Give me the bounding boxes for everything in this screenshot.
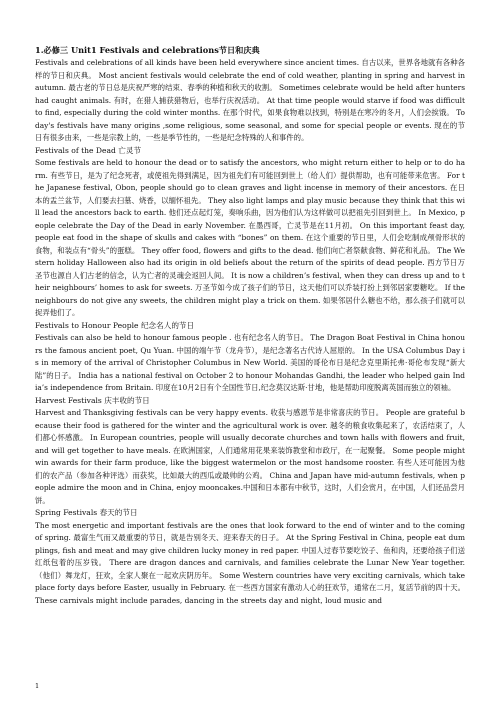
- paragraph-harvest-festivals: Harvest and Thanksgiving festivals can be very happy events. 收获与感恩节是非常喜庆的节日。 People are grateful because their food is gathered for the winter and the agricultural work is over. 越冬的粮食收集起来了，农活结束了，人们都心怀感激。 In European countries, people will usually decorate churches and town halls with flowers and fruit, and will get together to have meals. 在欧洲国家，人们通常用花果来装饰教堂和市政厅，在一起聚餐。 Some people might win awards for their farm produce, like the biggest watermelon or the most handsome rooster. 有些人还可能因为他们的农产品（参加各种评选）而获奖，比如最大的西瓜或最帅的公鸡。 China and Japan have mid-autumn festivals, when people admire the moon and in China, enjoy mooncakes.中国和日本都有中秋节，这时，人们会赏月，在中国，人们还品尝月饼。: [35, 408, 465, 505]
- paragraph-spring-festivals: The most energetic and important festivals are the ones that look forward to the end of winter and to the coming of spring. 最富生气而又最重要的节日，就是告别冬天、迎来春天的日子。 At the Spring Festival in China, people eat dumplings, fish and meat and may give children lucky money in red paper. 中国人过春节要吃饺子、鱼和肉，还要给孩子们送红纸包着的压岁钱。 There are dragon dances and carnivals, and families celebrate the Lunar New Year together. （他们）舞龙灯，狂欢，全家人聚在一起欢庆阴历年。 Some Western countries have very exciting carnivals, which take place forty days before Easter, usually in February. 在一些西方国家有激动人心的狂欢节，通常在二月，复活节前的四十天。 These carnivals might include parades, dancing in the streets day and night, loud music and: [35, 520, 465, 605]
- section-heading-festivals-to-honour-people: Festivals to Honour People 纪念名人的节日: [35, 320, 195, 330]
- section-heading-harvest-festivals: Harvest Festivals 庆丰收的节日: [35, 395, 150, 405]
- document-title: 1.必修三 Unit1 Festivals and celebrations节日和庆典: [35, 45, 260, 55]
- paragraph-intro: Festivals and celebrations of all kinds have been held everywhere since ancient times. 自古以来，世界各地就有各种各样的节日和庆典。 Most ancient festivals would celebrate the end of cold weather, planting in spring and harvest in autumn. 最古老的节日总是庆祝严寒的结束、春季的种植和秋天的收割。 Sometimes celebrate would be held after hunters had caught animals. 有时，在猎人捕获猎物后，也举行庆祝活动。 At that time people would starve if food was difficult to find, especially during the cold winter months. 在那个时代，如果食物难以找到，特别是在寒冷的冬月，人们会挨饿。 Today's festivals have many origins ,some religious, some seasonal, and some for special people or events. 现在的节日有很多由来，一些是宗教上的，一些是季节性的，一些是纪念特殊的人和事件的。: [35, 58, 465, 142]
- section-heading-spring-festivals: Spring Festivals 春天的节日: [35, 508, 138, 517]
- section-heading-festivals-of-the-dead: Festivals of the Dead 亡灵节: [35, 145, 142, 155]
- paragraph-festivals-of-the-dead: Some festivals are held to honour the dead or to satisfy the ancestors, who might return either to help or to do harm. 有些节日，是为了纪念死者，或使祖先得到满足，因为祖先们有可能回到世上（给人们）提供帮助，也有可能带来危害。 For the Japanese festival, Obon, people should go to clean graves and light incense in memory of their ancestors. 在日本的盂兰盆节，人们要去扫墓、烧香，以缅怀祖先。 They also light lamps and play music because they think that this will lead the ancestors back to earth. 他们还点起灯笼，奏响乐曲，因为他们认为这样做可以把祖先引回到世上。 In Mexico, people celebrate the Day of the Dead in early November. 在墨西哥，亡灵节是在11月初。 On this important feast day, people eat food in the shape of skulls and cakes with “bones” on them. 在这个重要的节日里，人们会吃制成颅骨形状的食物，和装点有“骨头”的蛋糕。 They offer food, flowers and gifts to the dead. 他们向亡者祭献食物、鲜花和礼品。 The Western holiday Halloween also had its origin in old beliefs about the return of the spirits of dead people. 西方节日万圣节也源自人们古老的信念，认为亡者的灵魂会返回人间。 It is now a children’s festival, when they can dress up and to their neighbours’ homes to ask for sweets. 万圣节如今成了孩子们的节日，这天他们可以乔装打扮上到邻居家要糖吃。 If the neighbours do not give any sweets, the children might play a trick on them. 如果邻居什么糖也不给，那么孩子们就可以捉弄他们了。: [35, 158, 465, 317]
- page-number: 1: [35, 682, 40, 690]
- paragraph-festivals-to-honour-people: Festivals can also be held to honour famous people . 也有纪念名人的节日。 The Dragon Boat Festival in China honours the famous ancient poet, Qu Yuan. 中国的端午节（龙舟节），是纪念著名古代诗人屈原的。 In the USA Columbus Day is in memory of the arrival of Christopher Columbus in New World. 美国的哥伦布日是纪念克里斯托弗·哥伦布发现“新大陆”的日子。 India has a national festival on October 2 to honour Mohandas Gandhi, the leader who helped gain India’s independence from Britain. 印度在10月2日有个全国性节日,纪念莫汉达斯·甘地，他是帮助印度脱离英国而独立的领袖。: [35, 333, 465, 392]
- document-page: [35, 44, 465, 607]
